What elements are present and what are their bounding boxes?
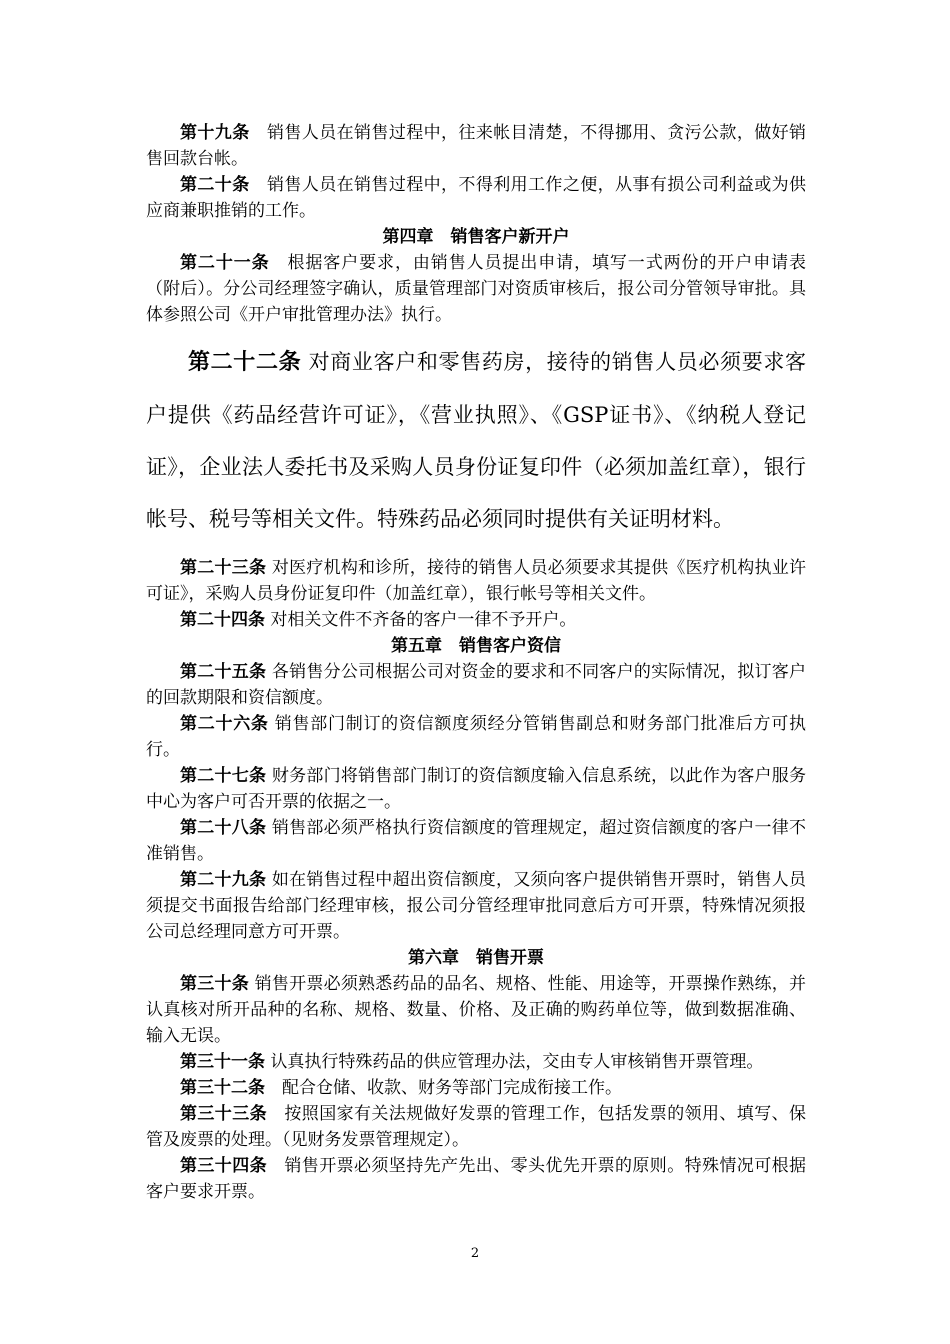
article-28 <box>146 815 806 867</box>
article-27 <box>146 763 806 815</box>
article-title: 第二十二条 <box>188 350 302 375</box>
article-text: 配合仓储、收款、财务等部门完成衔接工作。 <box>282 1078 622 1098</box>
article-32 <box>146 1075 806 1101</box>
article-title: 第二十八条 <box>180 818 267 838</box>
article-text: 财务部门将销售部门制订的资信额度输入信息系统，以此作为客户服务中心为客户可否开票的依据之一。 <box>146 766 807 812</box>
article-31 <box>146 1049 806 1075</box>
article-22 <box>146 336 806 545</box>
article-text: 对商业客户和零售药房，接待的销售人员必须要求客户提供《药品经营许可证》，《营业执照》、《GSP证书》、《纳税人登记证》，企业法人委托书及采购人员身份证复印件（必须加盖红章），银行帐号、税号等相关文件。特殊药品必须同时提供有关证明材料。 <box>146 350 806 531</box>
article-title: 第二十九条 <box>180 870 267 890</box>
article-title: 第二十四条 <box>180 610 265 630</box>
article-26 <box>146 711 806 763</box>
article-title: 第三十一条 <box>180 1052 265 1072</box>
article-30 <box>146 971 806 1049</box>
article-title: 第二十一条 <box>180 253 270 273</box>
article-text: 对相关文件不齐备的客户一律不予开户。 <box>270 610 577 630</box>
article-29 <box>146 867 806 945</box>
article-19 <box>146 120 806 172</box>
article-text: 销售人员在销售过程中，不得利用工作之便，从事有损公司利益或为供应商兼职推销的工作。 <box>146 175 807 221</box>
article-title: 第二十六条 <box>180 714 269 734</box>
article-text: 各销售分公司根据公司对资金的要求和不同客户的实际情况，拟订客户的回款期限和资信额度。 <box>146 662 807 708</box>
article-text: 根据客户要求，由销售人员提出申请，填写一式两份的开户申请表（附后）。分公司经理签字确认，质量管理部门对资质审核后，报公司分管领导审批。具体参照公司《开户审批管理办法》执行。 <box>146 253 807 325</box>
chapter-4-heading: 第四章 销售客户新开户 <box>382 227 570 247</box>
article-text: 销售人员在销售过程中，往来帐目清楚，不得挪用、贪污公款，做好销售回款台帐。 <box>146 123 807 169</box>
chapter-5-heading: 第五章 销售客户资信 <box>391 636 561 656</box>
article-text: 销售开票必须坚持先产先出、零头优先开票的原则。特殊情况可根据客户要求开票。 <box>146 1156 807 1202</box>
article-text: 销售部门制订的资信额度须经分管销售副总和财务部门批准后方可执行。 <box>146 714 807 760</box>
article-title: 第三十四条 <box>180 1156 267 1176</box>
article-title: 第二十七条 <box>180 766 267 786</box>
article-text: 认真执行特殊药品的供应管理办法，交由专人审核销售开票管理。 <box>270 1052 764 1072</box>
article-33 <box>146 1101 806 1153</box>
article-title: 第十九条 <box>180 123 250 143</box>
article-20 <box>146 172 806 224</box>
article-title: 第三十三条 <box>180 1104 267 1124</box>
article-23 <box>146 555 806 607</box>
article-title: 第三十条 <box>180 974 249 994</box>
article-24 <box>146 607 806 633</box>
article-title: 第二十五条 <box>180 662 267 682</box>
article-text: 销售部必须严格执行资信额度的管理规定，超过资信额度的客户一律不准销售。 <box>146 818 807 864</box>
document-body <box>146 120 806 1205</box>
article-text: 按照国家有关法规做好发票的管理工作，包括发票的领用、填写、保管及废票的处理。（见财务发票管理规定）。 <box>146 1104 807 1150</box>
article-21 <box>146 250 806 328</box>
article-title: 第三十二条 <box>180 1078 265 1098</box>
article-text: 销售开票必须熟悉药品的品名、规格、性能、用途等，开票操作熟练，并认真核对所开品种的名称、规格、数量、价格、及正确的购药单位等，做到数据准确、输入无误。 <box>146 974 807 1046</box>
article-title: 第二十条 <box>180 175 250 195</box>
chapter-6-heading: 第六章 销售开票 <box>408 948 544 968</box>
article-title: 第二十三条 <box>180 558 267 578</box>
article-34 <box>146 1153 806 1205</box>
article-25 <box>146 659 806 711</box>
article-text: 对医疗机构和诊所，接待的销售人员必须要求其提供《医疗机构执业许可证》，采购人员身份证复印件（加盖红章），银行帐号等相关文件。 <box>146 558 807 604</box>
page-number: 2 <box>470 1246 480 1261</box>
article-text: 如在销售过程中超出资信额度，又须向客户提供销售开票时，销售人员须提交书面报告给部门经理审核，报公司分管经理审批同意后方可开票，特殊情况须报公司总经理同意方可开票。 <box>146 870 807 942</box>
